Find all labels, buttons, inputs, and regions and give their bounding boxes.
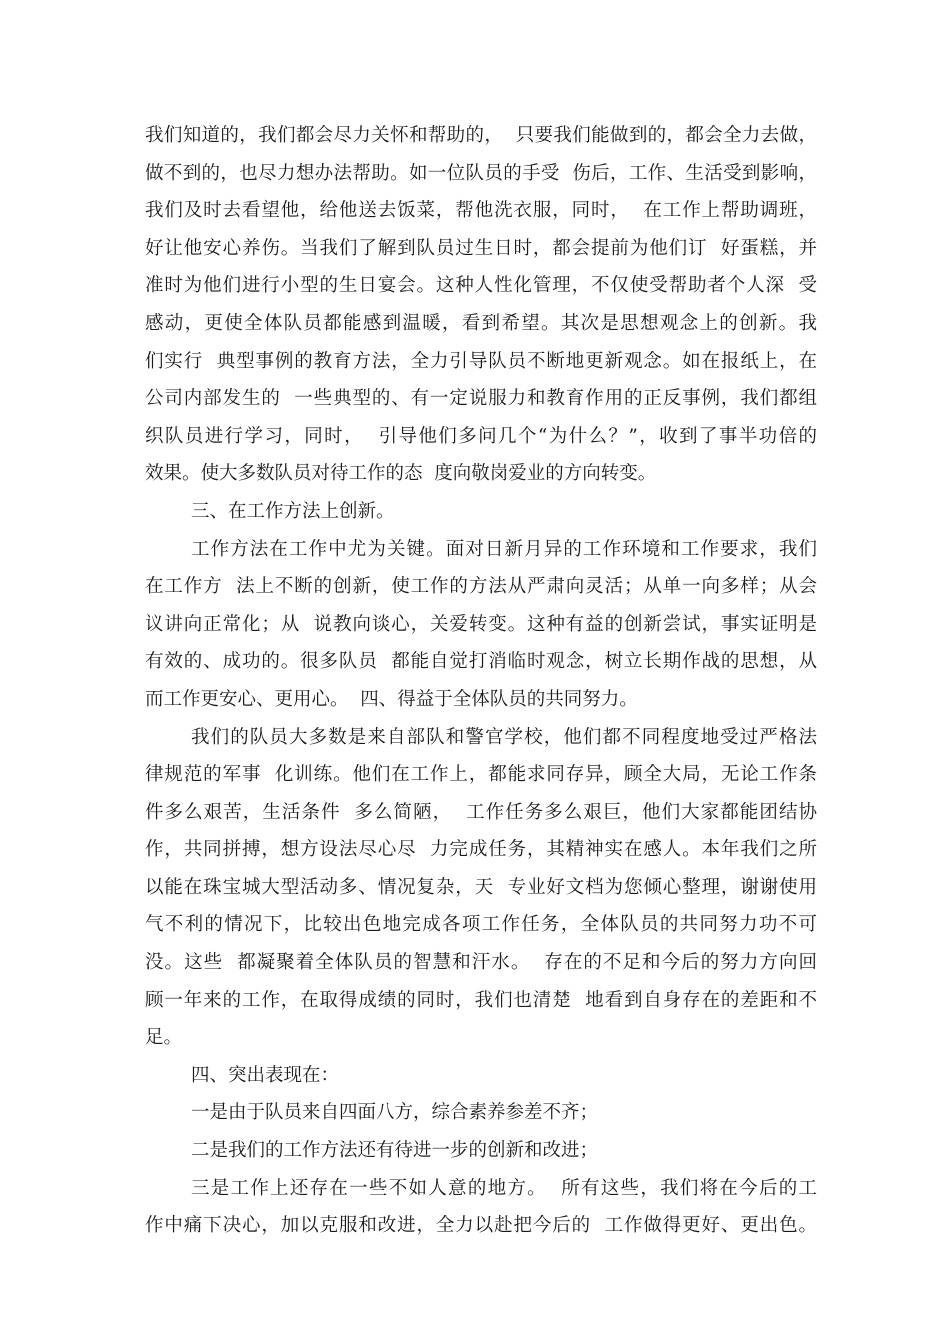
text-line-10: 效果。使大多数队员对待工作的态 度向敬岗爱业的方向转变。 (145, 463, 657, 485)
text-line-17: 我们的队员大多数是来自部队和警官学校，他们都不同程度地受过严格法 (191, 726, 817, 748)
text-line-16: 而工作更安心、更用心。 四、得益于全体队员的共同努力。 (145, 688, 638, 710)
document-body (145, 117, 817, 1245)
text-line-19: 件多么艰苦，生活条件 多么简陋， 工作任务多么艰巨，他们大家都能团结协 (145, 801, 817, 823)
text-line-5: 准时为他们进行小型的生日宴会。这种人性化管理，不仅使受帮助者个人深 受 (145, 275, 817, 297)
text-line-25: 足。 (145, 1027, 183, 1049)
list-item-2: 二是我们的工作方法还有待进一步的创新和改进； (191, 1140, 599, 1162)
section-heading-4: 四、突出表现在： (191, 1064, 340, 1086)
text-line-24: 顾一年来的工作，在取得成绩的同时，我们也清楚 地看到自身存在的差距和不 (145, 989, 817, 1011)
text-line-9: 织队员进行学习，同时， 引导他们多问几个“为什么？”，收到了事半功倍的 (145, 425, 817, 447)
text-line-7: 们实行 典型事例的教育方法，全力引导队员不断地更新观念。如在报纸上，在 (145, 350, 817, 372)
text-line-2: 做不到的，也尽力想办法帮助。如一位队员的手受 伤后，工作、生活受到影响， (145, 162, 817, 184)
text-line-18: 律规范的军事 化训练。他们在工作上，都能求同存异，顾全大局，无论工作条 (145, 764, 817, 786)
section-heading-3: 三、在工作方法上创新。 (191, 500, 395, 522)
text-line-20: 作，共同拼搏，想方设法尽心尽 力完成任务，其精神实在感人。本年我们之所 (145, 839, 817, 861)
text-line-12: 工作方法在工作中尤为关键。面对日新月异的工作环境和工作要求，我们 (191, 538, 817, 560)
text-line-4: 好让他安心养伤。当我们了解到队员过生日时，都会提前为他们订 好蛋糕，并 (145, 237, 817, 259)
text-line-22: 气不利的情况下，比较出色地完成各项工作任务，全体队员的共同努力功不可 (145, 914, 817, 936)
text-line-21: 以能在珠宝城大型活动多、情况复杂，天 专业好文档为您倾心整理，谢谢使用 (145, 876, 817, 898)
list-item-3: 三是工作上还存在一些不如人意的地方。 所有这些，我们将在今后的工 (191, 1177, 817, 1199)
text-line-23: 没。这些 都凝聚着全体队员的智慧和汗水。 存在的不足和今后的努力方向回 (145, 952, 817, 974)
text-line-13: 在工作方 法上不断的创新，使工作的方法从严肃向灵活；从单一向多样；从会 (145, 576, 817, 598)
text-line-14: 议讲向正常化；从 说教向谈心，关爱转变。这种有益的创新尝试，事实证明是 (145, 613, 817, 635)
text-line-8: 公司内部发生的 一些典型的、有一定说服力和教育作用的正反事例，我们都组 (145, 388, 817, 410)
text-line-3: 我们及时去看望他，给他送去饭菜，帮他洗衣服，同时， 在工作上帮助调班， (145, 200, 817, 222)
text-line-15: 有效的、成功的。很多队员 都能自觉打消临时观念，树立长期作战的思想，从 (145, 651, 817, 673)
list-item-1: 一是由于队员来自四面八方，综合素养参差不齐； (191, 1102, 599, 1124)
text-line-30: 作中痛下决心，加以克服和改进，全力以赴把今后的 工作做得更好、更出色。 (145, 1215, 817, 1237)
text-line-1: 我们知道的，我们都会尽力关怀和帮助的， 只要我们能做到的，都会全力去做， (145, 125, 817, 146)
text-line-6: 感动，更使全体队员都能感到温暖，看到希望。其次是思想观念上的创新。我 (145, 312, 817, 334)
